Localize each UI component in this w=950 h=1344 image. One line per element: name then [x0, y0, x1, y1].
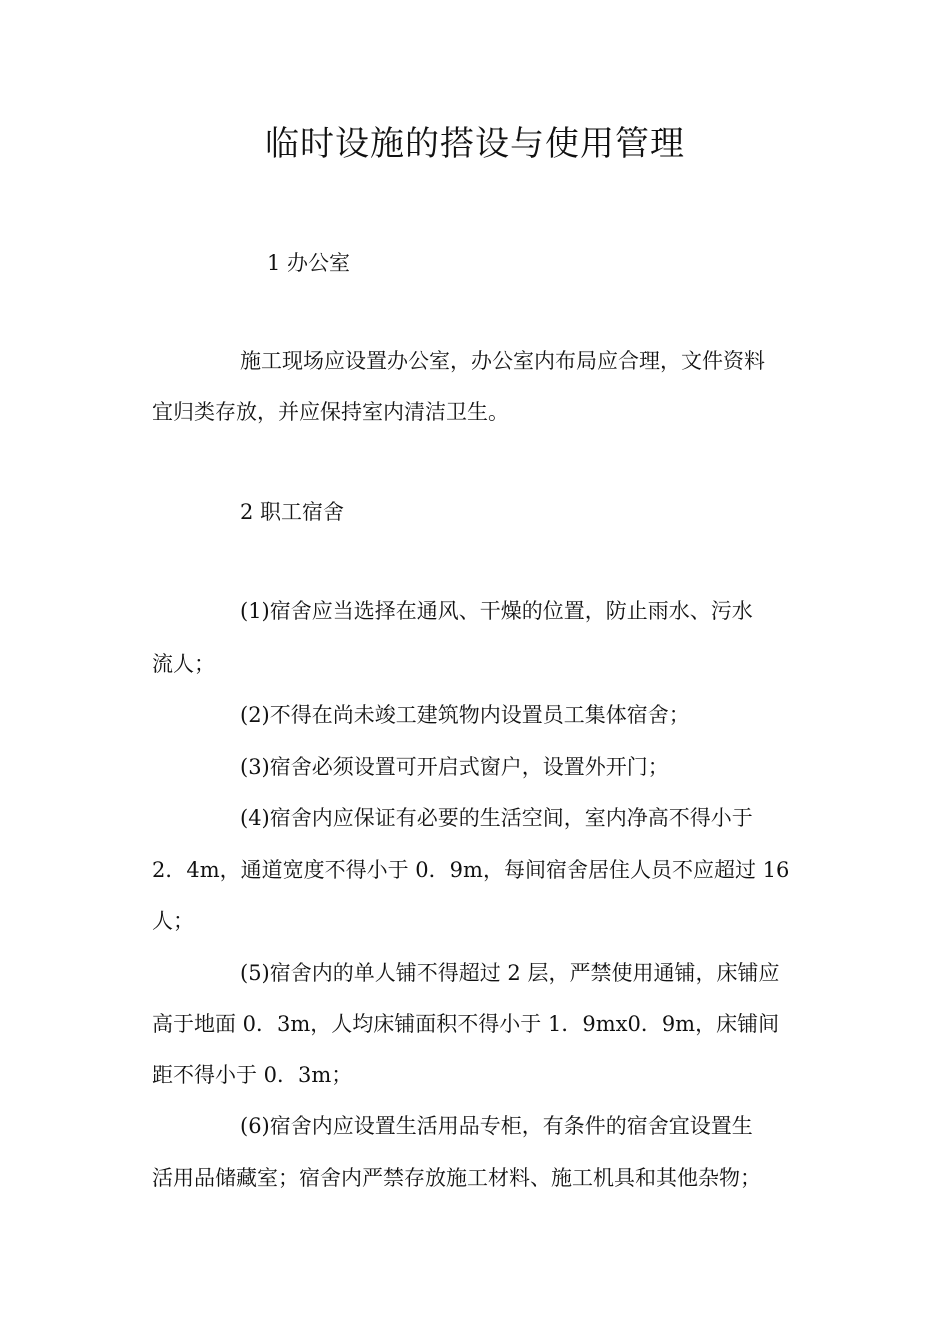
section-heading-office: 1 办公室	[267, 251, 351, 275]
dorm-item-6-line-2: 活用品储藏室；宿舍内严禁存放施工材料、施工机具和其他杂物；	[152, 1166, 761, 1190]
dorm-item-1-line-2: 流人；	[152, 652, 215, 676]
dorm-item-4-line-1: (4)宿舍内应保证有必要的生活空间，室内净高不得小于	[240, 806, 753, 830]
dorm-item-2-line-1: (2)不得在尚未竣工建筑物内设置员工集体宿舍；	[240, 703, 690, 727]
office-paragraph-line-1: 施工现场应设置办公室，办公室内布局应合理，文件资料	[240, 349, 765, 373]
dorm-item-5-line-1: (5)宿舍内的单人铺不得超过 2 层，严禁使用通铺，床铺应	[240, 961, 780, 985]
dorm-item-5-line-3: 距不得小于 0．3m；	[152, 1063, 353, 1087]
dorm-item-5-line-2: 高于地面 0．3m，人均床铺面积不得小于 1．9mx0．9m，床铺间	[152, 1012, 780, 1036]
dorm-item-6-line-1: (6)宿舍内应设置生活用品专柜，有条件的宿舍宜设置生	[240, 1114, 753, 1138]
dorm-item-1-line-1: (1)宿舍应当选择在通风、干燥的位置，防止雨水、污水	[240, 599, 753, 623]
document-title: 临时设施的搭设与使用管理	[265, 124, 685, 164]
office-paragraph-line-2: 宜归类存放，并应保持室内清洁卫生。	[152, 400, 509, 424]
dorm-item-4-line-3: 人；	[152, 909, 194, 933]
dorm-item-4-line-2: 2．4m，通道宽度不得小于 0．9m，每间宿舍居住人员不应超过 16	[152, 858, 790, 882]
dorm-item-3-line-1: (3)宿舍必须设置可开启式窗户，设置外开门；	[240, 755, 669, 779]
section-heading-dormitory: 2 职工宿舍	[240, 500, 345, 524]
